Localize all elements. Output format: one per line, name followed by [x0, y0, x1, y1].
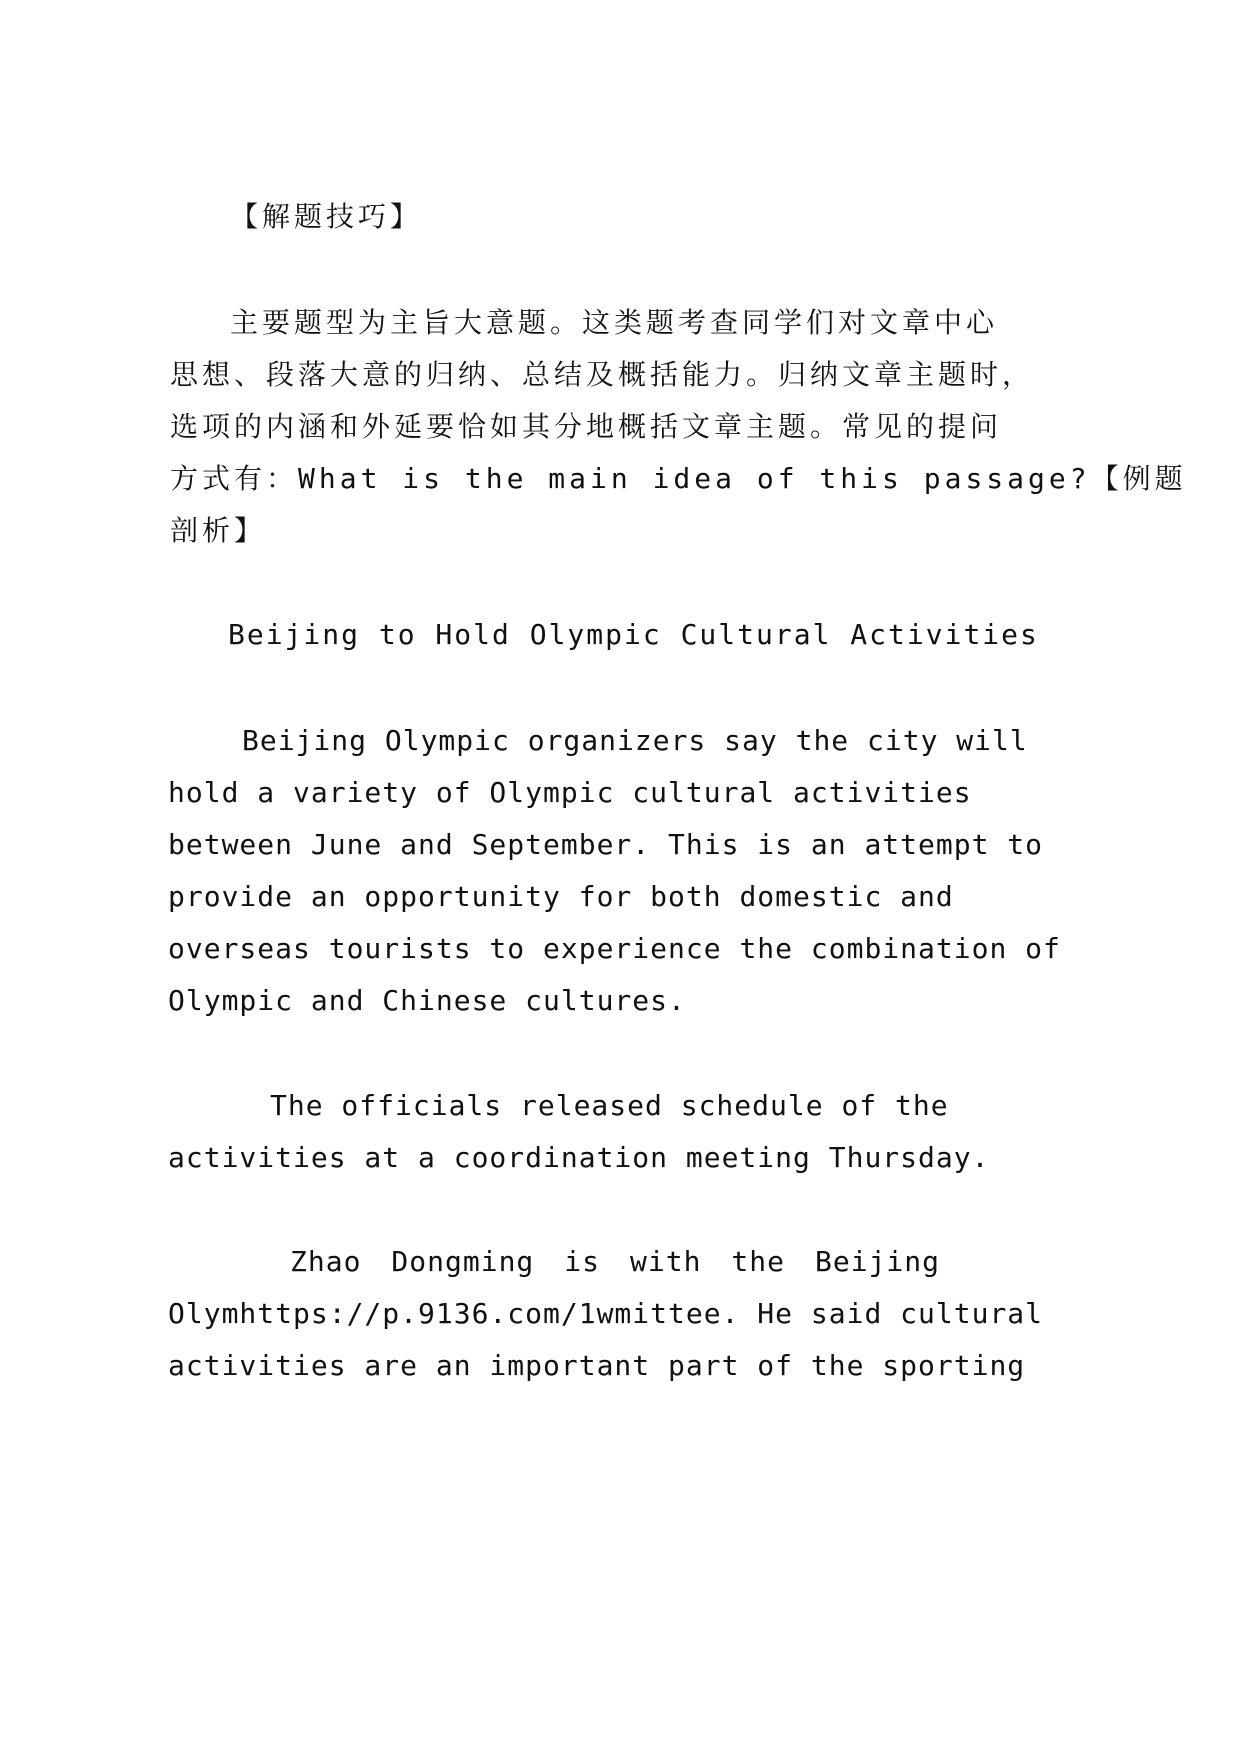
paragraph-line: overseas tourists to experience the combination of: [168, 932, 1061, 965]
article-title: Beijing to Hold Olympic Cultural Activities: [228, 618, 1039, 651]
paragraph-line: Olymhttps://p.9136.com/1wmittee. He said cultural: [168, 1297, 1044, 1330]
intro-line: 主要题型为主旨大意题。这类题考查同学们对文章中心: [230, 306, 999, 339]
paragraph-line: The officials released schedule of the: [270, 1089, 949, 1122]
paragraph-line: provide an opportunity for both domestic and: [168, 880, 954, 913]
paragraph-line: Olympic and Chinese cultures.: [168, 984, 686, 1017]
paragraph-line: hold a variety of Olympic cultural activities: [168, 776, 972, 809]
intro-line: 方式有：What is the main idea of this passage?【例题: [170, 462, 1187, 495]
section-heading: 【解题技巧】: [230, 200, 423, 233]
intro-line: 选项的内涵和外延要恰如其分地概括文章主题。常见的提问: [170, 410, 1003, 443]
paragraph-line: between June and September. This is an attempt to: [168, 828, 1044, 861]
intro-line: 思想、段落大意的归纳、总结及概括能力。归纳文章主题时，: [170, 358, 1035, 391]
intro-line: 剖析】: [170, 514, 267, 547]
paragraph-line: Zhao Dongming is with the Beijing: [290, 1245, 940, 1278]
paragraph-line: activities at a coordination meeting Thursday.: [168, 1141, 990, 1174]
paragraph-line: Beijing Olympic organizers say the city will: [242, 724, 1028, 757]
paragraph-line: activities are an important part of the sporting: [168, 1349, 1026, 1382]
